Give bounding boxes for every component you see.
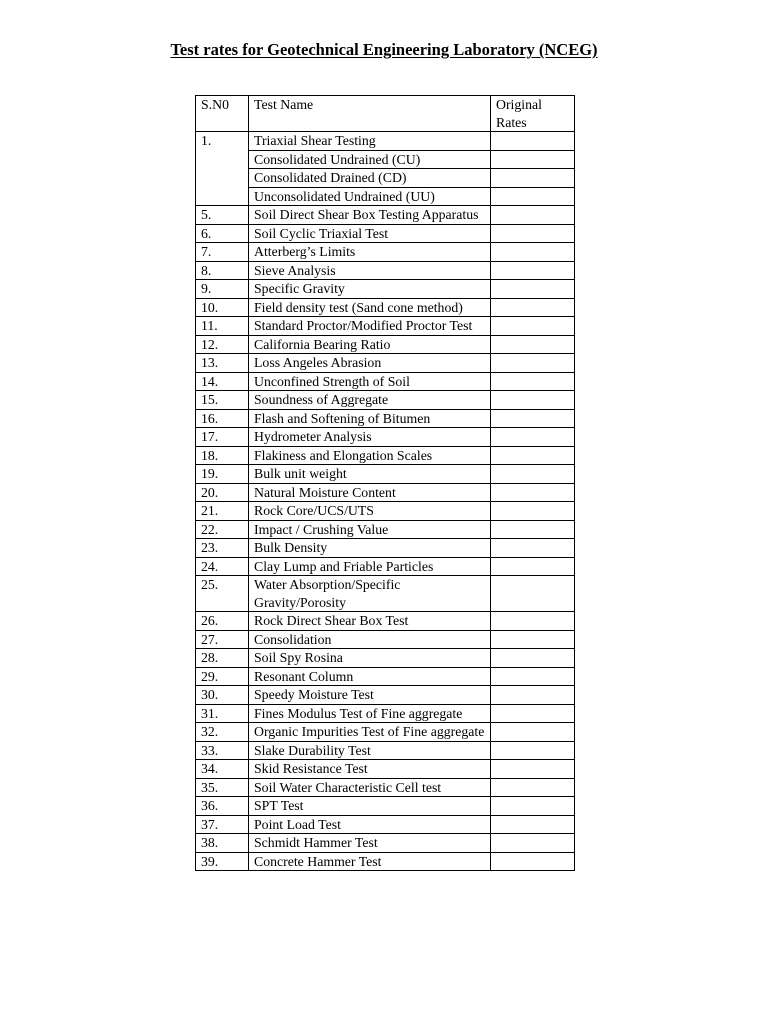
row-test-name: Speedy Moisture Test bbox=[249, 686, 491, 705]
row-rate-cell bbox=[491, 483, 575, 502]
row-test-name: Impact / Crushing Value bbox=[249, 520, 491, 539]
row-test-name: Loss Angeles Abrasion bbox=[249, 354, 491, 373]
row-rate-cell bbox=[491, 612, 575, 631]
row-test-name: Soil Water Characteristic Cell test bbox=[249, 778, 491, 797]
row-sno: 25. bbox=[196, 576, 249, 612]
row-test-name: Soil Direct Shear Box Testing Apparatus bbox=[249, 206, 491, 225]
row-sno: 13. bbox=[196, 354, 249, 373]
row-test-name: Skid Resistance Test bbox=[249, 760, 491, 779]
table-row bbox=[196, 723, 575, 742]
row-rate-cell bbox=[491, 335, 575, 354]
row-rate-cell bbox=[491, 686, 575, 705]
row-rate-cell bbox=[491, 852, 575, 871]
header-sno: S.N0 bbox=[196, 96, 249, 132]
row-rate-cell bbox=[491, 630, 575, 649]
row-sno: 19. bbox=[196, 465, 249, 484]
row-test-name: Sieve Analysis bbox=[249, 261, 491, 280]
row-rate-cell bbox=[491, 317, 575, 336]
row-sno: 33. bbox=[196, 741, 249, 760]
row-sno: 9. bbox=[196, 280, 249, 299]
row-test-name: Bulk Density bbox=[249, 539, 491, 558]
row-rate-cell bbox=[491, 815, 575, 834]
row-sno: 35. bbox=[196, 778, 249, 797]
row-rate-cell bbox=[491, 557, 575, 576]
row-sno: 38. bbox=[196, 834, 249, 853]
table-row bbox=[196, 354, 575, 373]
table-row bbox=[196, 630, 575, 649]
row-test-name: Schmidt Hammer Test bbox=[249, 834, 491, 853]
row-rate-cell bbox=[491, 428, 575, 447]
row-sno: 39. bbox=[196, 852, 249, 871]
table-row bbox=[196, 409, 575, 428]
row-sno: 37. bbox=[196, 815, 249, 834]
row-sno: 28. bbox=[196, 649, 249, 668]
row-test-name: Fines Modulus Test of Fine aggregate bbox=[249, 704, 491, 723]
row-rate-cell bbox=[491, 132, 575, 151]
row-rate-cell bbox=[491, 280, 575, 299]
row-rate-cell bbox=[491, 667, 575, 686]
row-rate-cell bbox=[491, 206, 575, 225]
row-sno: 17. bbox=[196, 428, 249, 447]
row-rate-cell bbox=[491, 409, 575, 428]
table-row bbox=[196, 446, 575, 465]
row-sno: 18. bbox=[196, 446, 249, 465]
table-row bbox=[196, 317, 575, 336]
table-row bbox=[196, 686, 575, 705]
row-test-name: Slake Durability Test bbox=[249, 741, 491, 760]
table-row bbox=[196, 852, 575, 871]
row-rate-cell bbox=[491, 169, 575, 188]
table-row bbox=[196, 576, 575, 612]
table-row bbox=[196, 539, 575, 558]
row-rate-cell bbox=[491, 741, 575, 760]
row-test-name: Concrete Hammer Test bbox=[249, 852, 491, 871]
row-rate-cell bbox=[491, 723, 575, 742]
table-row bbox=[196, 834, 575, 853]
table-row bbox=[196, 483, 575, 502]
row-test-name: Standard Proctor/Modified Proctor Test bbox=[249, 317, 491, 336]
table-row bbox=[196, 206, 575, 225]
row-sno: 15. bbox=[196, 391, 249, 410]
row-rate-cell bbox=[491, 539, 575, 558]
table-row bbox=[196, 298, 575, 317]
row-sno: 5. bbox=[196, 206, 249, 225]
table-row bbox=[196, 280, 575, 299]
table-row bbox=[196, 335, 575, 354]
table-row bbox=[196, 132, 575, 151]
row-test-name: Natural Moisture Content bbox=[249, 483, 491, 502]
row-test-name: Rock Direct Shear Box Test bbox=[249, 612, 491, 631]
row-test-name: Point Load Test bbox=[249, 815, 491, 834]
row-test-name: Triaxial Shear Testing bbox=[249, 132, 491, 151]
table-row bbox=[196, 520, 575, 539]
row-sno: 11. bbox=[196, 317, 249, 336]
row-test-name: Consolidated Undrained (CU) bbox=[249, 150, 491, 169]
row-sno: 26. bbox=[196, 612, 249, 631]
table-row bbox=[196, 169, 575, 188]
row-test-name: SPT Test bbox=[249, 797, 491, 816]
row-rate-cell bbox=[491, 354, 575, 373]
header-original-rates: Original Rates bbox=[491, 96, 575, 132]
table-row bbox=[196, 741, 575, 760]
row-rate-cell bbox=[491, 298, 575, 317]
table-row bbox=[196, 667, 575, 686]
row-sno: 22. bbox=[196, 520, 249, 539]
row-test-name: Unconsolidated Undrained (UU) bbox=[249, 187, 491, 206]
table-row bbox=[196, 797, 575, 816]
row-sno: 29. bbox=[196, 667, 249, 686]
row-sno: 31. bbox=[196, 704, 249, 723]
row-sno: 24. bbox=[196, 557, 249, 576]
table-row bbox=[196, 261, 575, 280]
row-rate-cell bbox=[491, 502, 575, 521]
table-row bbox=[196, 224, 575, 243]
row-sno: 30. bbox=[196, 686, 249, 705]
row-test-name: Unconfined Strength of Soil bbox=[249, 372, 491, 391]
row-sno: 27. bbox=[196, 630, 249, 649]
table-row bbox=[196, 391, 575, 410]
row-rate-cell bbox=[491, 261, 575, 280]
row-sno: 6. bbox=[196, 224, 249, 243]
table-row bbox=[196, 778, 575, 797]
row-sno: 7. bbox=[196, 243, 249, 262]
row-test-name: Rock Core/UCS/UTS bbox=[249, 502, 491, 521]
document-title: Test rates for Geotechnical Engineering Laboratory (NCEG) bbox=[170, 40, 598, 59]
row-rate-cell bbox=[491, 187, 575, 206]
row-test-name: Resonant Column bbox=[249, 667, 491, 686]
row-rate-cell bbox=[491, 834, 575, 853]
row-test-name: Consolidated Drained (CD) bbox=[249, 169, 491, 188]
row-test-name: Consolidation bbox=[249, 630, 491, 649]
table-body bbox=[196, 132, 575, 871]
row-sno: 20. bbox=[196, 483, 249, 502]
row-sno: 8. bbox=[196, 261, 249, 280]
row-test-name: Organic Impurities Test of Fine aggregate bbox=[249, 723, 491, 742]
row-sno: 36. bbox=[196, 797, 249, 816]
row-rate-cell bbox=[491, 797, 575, 816]
row-sno: 1. bbox=[196, 132, 249, 206]
row-rate-cell bbox=[491, 224, 575, 243]
table-row bbox=[196, 649, 575, 668]
header-test-name: Test Name bbox=[249, 96, 491, 132]
row-test-name: Soil Spy Rosina bbox=[249, 649, 491, 668]
row-rate-cell bbox=[491, 372, 575, 391]
row-rate-cell bbox=[491, 150, 575, 169]
row-sno: 32. bbox=[196, 723, 249, 742]
row-test-name: Atterberg’s Limits bbox=[249, 243, 491, 262]
table-row bbox=[196, 465, 575, 484]
row-rate-cell bbox=[491, 649, 575, 668]
table-row bbox=[196, 704, 575, 723]
table-row bbox=[196, 815, 575, 834]
row-sno: 21. bbox=[196, 502, 249, 521]
row-test-name: California Bearing Ratio bbox=[249, 335, 491, 354]
row-rate-cell bbox=[491, 520, 575, 539]
row-test-name: Soil Cyclic Triaxial Test bbox=[249, 224, 491, 243]
row-test-name: Soundness of Aggregate bbox=[249, 391, 491, 410]
row-sno: 10. bbox=[196, 298, 249, 317]
row-rate-cell bbox=[491, 704, 575, 723]
table-row bbox=[196, 187, 575, 206]
row-test-name: Flash and Softening of Bitumen bbox=[249, 409, 491, 428]
table-row bbox=[196, 150, 575, 169]
row-test-name: Field density test (Sand cone method) bbox=[249, 298, 491, 317]
row-sno: 16. bbox=[196, 409, 249, 428]
row-test-name: Clay Lump and Friable Particles bbox=[249, 557, 491, 576]
row-sno: 34. bbox=[196, 760, 249, 779]
table-row bbox=[196, 760, 575, 779]
table-row bbox=[196, 243, 575, 262]
row-rate-cell bbox=[491, 391, 575, 410]
table-row bbox=[196, 557, 575, 576]
row-test-name: Bulk unit weight bbox=[249, 465, 491, 484]
row-test-name: Water Absorption/Specific Gravity/Porosity bbox=[249, 576, 491, 612]
row-rate-cell bbox=[491, 778, 575, 797]
row-rate-cell bbox=[491, 446, 575, 465]
row-rate-cell bbox=[491, 465, 575, 484]
row-rate-cell bbox=[491, 576, 575, 612]
row-sno: 23. bbox=[196, 539, 249, 558]
table-header-row bbox=[196, 96, 575, 132]
row-test-name: Specific Gravity bbox=[249, 280, 491, 299]
table-row bbox=[196, 502, 575, 521]
row-test-name: Hydrometer Analysis bbox=[249, 428, 491, 447]
test-rates-table bbox=[195, 95, 575, 871]
table-row bbox=[196, 372, 575, 391]
row-sno: 14. bbox=[196, 372, 249, 391]
row-rate-cell bbox=[491, 243, 575, 262]
table-row bbox=[196, 428, 575, 447]
row-rate-cell bbox=[491, 760, 575, 779]
row-sno: 12. bbox=[196, 335, 249, 354]
row-test-name: Flakiness and Elongation Scales bbox=[249, 446, 491, 465]
table-row bbox=[196, 612, 575, 631]
